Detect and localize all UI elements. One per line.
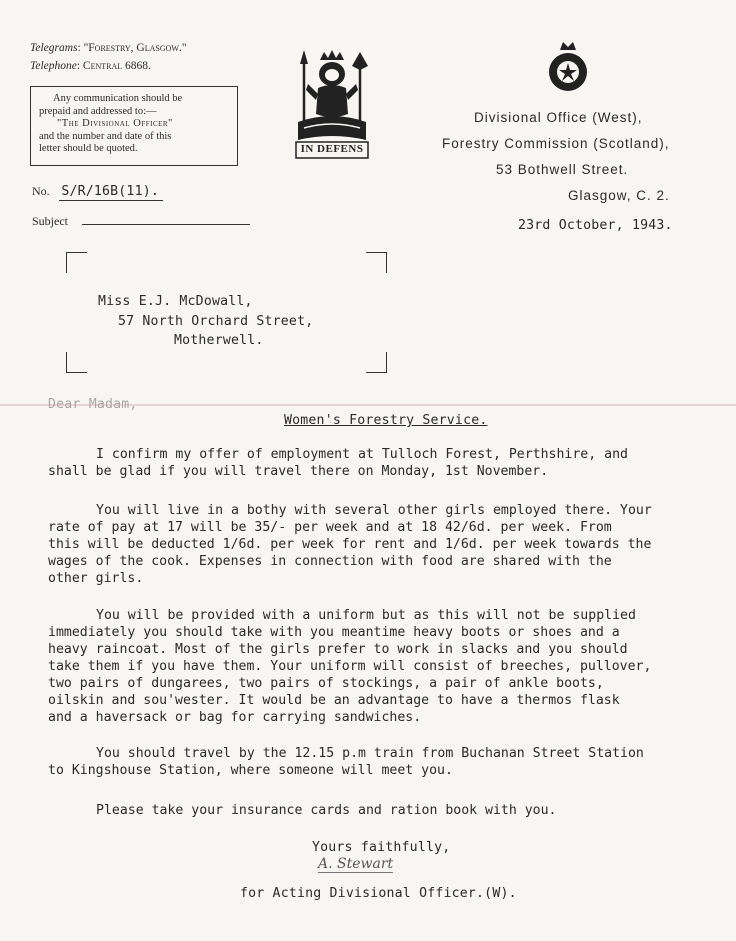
body-line: to Kingshouse Station, where someone will meet you. — [48, 763, 453, 778]
telephone-value: : Central 6868. — [76, 60, 151, 72]
telephone-label: Telephone — [30, 60, 77, 72]
reference-value: S/R/16B(11). — [59, 184, 163, 201]
body-line: Please take your insurance cards and ration book with you. — [96, 803, 557, 818]
notice-line: Any communication should be — [53, 93, 183, 104]
signatory: for Acting Divisional Officer.(W). — [240, 886, 517, 901]
recipient-name: Miss E.J. McDowall, — [98, 294, 253, 309]
window-corner-mark — [66, 352, 87, 373]
body-paragraph — [48, 607, 651, 726]
salutation: Dear Madam, — [48, 397, 138, 412]
body-paragraph — [48, 502, 652, 587]
recipient-town: Motherwell. — [174, 333, 264, 348]
office-line-division: Divisional Office (West), — [474, 110, 643, 125]
body-line: immediately you should take with you meantime heavy boots or shoes and a — [48, 625, 620, 640]
notice-line: "The Divisional Officer" — [57, 118, 173, 129]
body-line: I confirm my offer of employment at Tulloch Forest, Perthshire, and — [96, 447, 628, 462]
body-line: rate of pay at 17 will be 35/- per week and at 18 42/6d. per week. From — [48, 520, 612, 535]
body-paragraph — [48, 802, 557, 819]
body-line: You will be provided with a uniform but as this will not be supplied — [96, 608, 636, 623]
body-line: You will live in a bothy with several other girls employed there. Your — [96, 503, 652, 518]
body-line: oilskin and sou'wester. It would be an advantage to have a thermos flask — [48, 693, 620, 708]
correspondence-notice-box — [30, 86, 238, 166]
notice-line: prepaid and addressed to:— — [39, 105, 157, 117]
notice-line: and the number and date of this — [39, 130, 172, 142]
letter-date: 23rd October, 1943. — [518, 218, 673, 233]
body-line: other girls. — [48, 571, 144, 586]
body-line: take them if you have them. Your uniform will consist of breeches, pullover, — [48, 659, 652, 674]
telephone-line — [30, 60, 151, 72]
forestry-commission-badge-icon — [546, 38, 590, 94]
office-line-street: 53 Bothwell Street. — [496, 162, 629, 177]
telegrams-label: Telegrams — [30, 42, 78, 54]
royal-crest-icon — [288, 44, 376, 166]
recipient-street: 57 North Orchard Street, — [118, 314, 314, 329]
subject-field — [32, 210, 250, 229]
subject-heading: Women's Forestry Service. — [284, 413, 488, 428]
window-corner-mark — [366, 252, 387, 273]
office-line-commission: Forestry Commission (Scotland), — [442, 136, 670, 151]
subject-label: Subject — [32, 214, 68, 228]
body-line: heavy raincoat. Most of the girls prefer to work in slacks and you should — [48, 642, 628, 657]
body-line: and a haversack or bag for carrying sandwiches. — [48, 710, 422, 725]
body-line: wages of the cook. Expenses in connection with food are shared with the — [48, 554, 612, 569]
body-paragraph — [48, 745, 644, 779]
signature: A. Stewart — [318, 856, 394, 872]
window-corner-mark — [366, 352, 387, 373]
subject-underline — [82, 224, 250, 225]
body-line: shall be glad if you will travel there on Monday, 1st November. — [48, 464, 549, 479]
body-line: You should travel by the 12.15 p.m train from Buchanan Street Station — [96, 746, 644, 761]
body-line: two pairs of dungarees, two pairs of stockings, a pair of ankle boots, — [48, 676, 604, 691]
telegrams-line — [30, 42, 187, 54]
notice-line: letter should be quoted. — [39, 143, 138, 154]
body-paragraph — [48, 446, 628, 480]
reference-number — [32, 180, 163, 199]
reference-label: No. — [32, 184, 50, 198]
telegrams-value: : "Forestry, Glasgow." — [77, 42, 187, 54]
office-line-city: Glasgow, C. 2. — [568, 188, 670, 203]
closing: Yours faithfully, — [312, 840, 451, 855]
body-line: this will be deducted 1/6d. per week for rent and 1/6d. per week towards the — [48, 537, 652, 552]
crest-motto: IN DEFENS — [300, 143, 364, 155]
window-corner-mark — [66, 252, 87, 273]
